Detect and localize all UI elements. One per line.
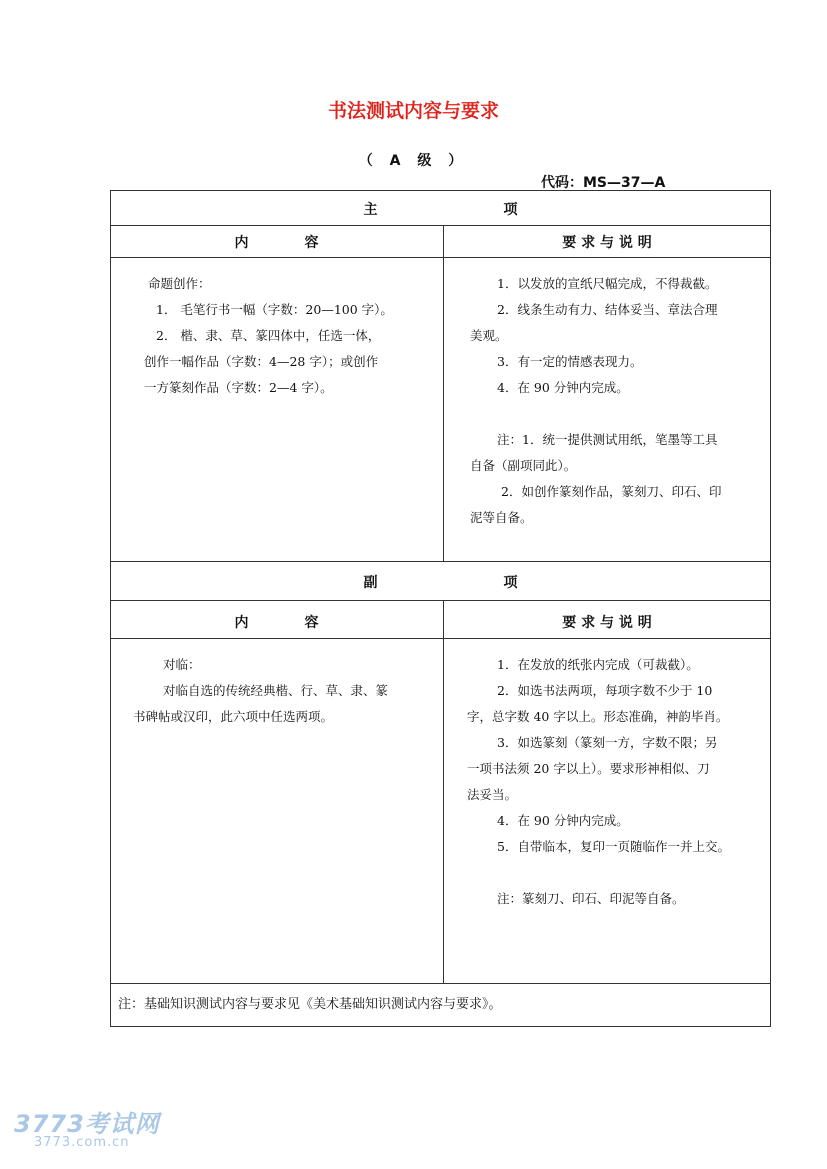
level-label: （ A 级 ） bbox=[358, 153, 469, 169]
main-section-header: 主 项 bbox=[363, 202, 518, 218]
table-rule bbox=[443, 600, 444, 983]
content-line: 书碑帖或汉印，此六项中任选两项。 bbox=[133, 709, 334, 724]
content-line: 创作一幅作品（字数：4—28 字）；或创作 bbox=[144, 354, 379, 369]
req-line: 注：1．统一提供测试用纸，笔墨等工具 bbox=[497, 432, 718, 447]
req-line: 5．自带临本，复印一页随临作一并上交。 bbox=[497, 839, 730, 854]
table-rule bbox=[110, 561, 771, 562]
req-line: 2．如创作篆刻作品，篆刻刀、印石、印 bbox=[501, 484, 722, 499]
sub-content-col-header: 内 容 bbox=[234, 615, 319, 631]
req-line: 泥等自备。 bbox=[470, 510, 533, 525]
table-rule bbox=[110, 638, 771, 639]
sub-req-cell bbox=[467, 652, 730, 912]
req-line: 自备（副项同此）。 bbox=[470, 458, 577, 473]
content-line: 对临： bbox=[163, 657, 201, 672]
content-line: 1． 毛笔行书一幅（字数：20—100 字）。 bbox=[156, 302, 393, 317]
req-line: 4．在 90 分钟内完成。 bbox=[497, 380, 629, 395]
site-watermark bbox=[14, 1104, 160, 1150]
main-req-col-header: 要 求 与 说 明 bbox=[562, 235, 652, 251]
table-rule bbox=[110, 257, 771, 258]
footer-note: 注：基础知识测试内容与要求见《美术基础知识测试内容与要求》。 bbox=[118, 997, 502, 1012]
watermark-url: 3773.com.cn bbox=[34, 1135, 130, 1150]
req-line bbox=[470, 401, 721, 427]
content-line: 一方篆刻作品（字数：2—4 字）。 bbox=[144, 380, 333, 395]
req-line: 4．在 90 分钟内完成。 bbox=[497, 813, 629, 828]
document-code: 代码：MS—37—A bbox=[541, 175, 666, 191]
req-line: 1．以发放的宣纸尺幅完成，不得裁截。 bbox=[497, 276, 718, 291]
table-rule bbox=[110, 225, 771, 226]
req-line bbox=[467, 860, 730, 886]
sub-req-col-header: 要 求 与 说 明 bbox=[562, 615, 652, 631]
req-line: 美观。 bbox=[470, 328, 508, 343]
req-line: 法妥当。 bbox=[467, 787, 518, 802]
content-line: 对临自选的传统经典楷、行、草、隶、篆 bbox=[163, 683, 389, 698]
main-content-cell bbox=[144, 271, 393, 401]
req-line: 一项书法须 20 字以上）。要求形神相似、刀 bbox=[467, 761, 710, 776]
table-rule bbox=[110, 983, 771, 984]
watermark-logo-text: 3773考试网 bbox=[14, 1110, 160, 1138]
content-line: 2． 楷、隶、草、篆四体中，任选一体， bbox=[156, 328, 381, 343]
main-content-col-header: 内 容 bbox=[234, 235, 319, 251]
req-line: 3．有一定的情感表现力。 bbox=[497, 354, 643, 369]
content-line: 命题创作： bbox=[148, 276, 211, 291]
req-line: 2．线条生动有力、结体妥当、章法合理 bbox=[497, 302, 718, 317]
req-line: 注：篆刻刀、印石、印泥等自备。 bbox=[497, 891, 685, 906]
sub-content-cell bbox=[133, 652, 388, 730]
req-line: 字，总字数 40 字以上。形态准确，神韵毕肖。 bbox=[467, 709, 729, 724]
sub-section-header: 副 项 bbox=[363, 575, 518, 591]
req-line: 1．在发放的纸张内完成（可裁截）。 bbox=[497, 657, 699, 672]
req-line: 2．如选书法两项，每项字数不少于 10 bbox=[497, 683, 713, 698]
req-line: 3．如选篆刻（篆刻一方，字数不限；另 bbox=[497, 735, 718, 750]
document-title: 书法测试内容与要求 bbox=[327, 100, 499, 122]
table-rule bbox=[443, 225, 444, 561]
main-req-cell bbox=[470, 271, 721, 531]
table-rule bbox=[110, 600, 771, 601]
